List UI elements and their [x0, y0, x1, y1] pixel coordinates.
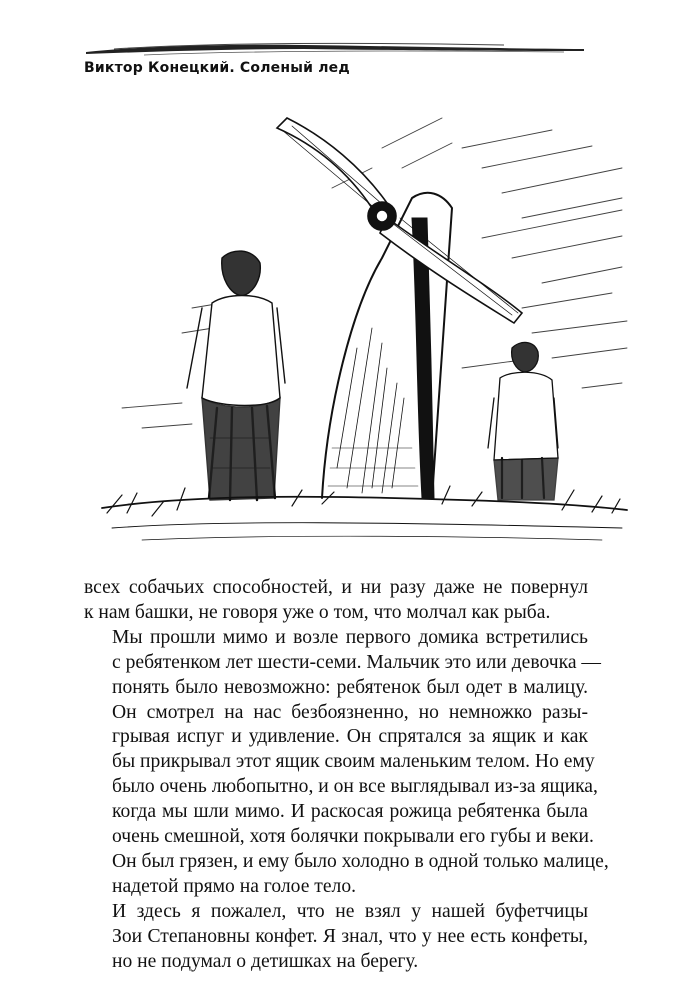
- text-line: к нам башки, не говоря уже о том, что молчал как рыба.: [84, 601, 551, 623]
- windmill-illustration: [82, 108, 642, 558]
- text-line: понять было невозможно: ребятенок был одет в малицу.: [112, 676, 588, 698]
- text-line: всех собачьих способностей, и ни разу даже не повернул: [84, 577, 588, 598]
- text-line: надетой прямо на голое тело.: [112, 875, 357, 897]
- paragraph-1: [84, 576, 588, 626]
- text-line: Зои Степановны конфет. Я знал, что у нее есть конфеты,: [112, 925, 588, 947]
- paragraph-2: [84, 626, 609, 900]
- text-line: И здесь я пожалел, что не взял у нашей буфетчицы: [112, 900, 588, 922]
- text-line: было очень любопытно, и он все выглядывал из-за ящика,: [112, 776, 598, 798]
- text-line: Он был грязен, и ему было холодно в одной только малице,: [112, 850, 609, 872]
- header-brush-rule: [84, 40, 588, 60]
- text-line: когда мы шли мимо. И раскосая рожица ребятенка была: [112, 801, 588, 823]
- text-line: Он смотрел на нас безбоязненно, но немножко разы-: [112, 701, 588, 723]
- right-figure: [488, 342, 558, 500]
- left-figure: [187, 251, 285, 500]
- text-line: с ребятенком лет шести-семи. Мальчик это или девочка —: [112, 651, 602, 673]
- text-line: очень смешной, хотя болячки покрывали его губы и веки.: [112, 826, 594, 848]
- text-line: Мы прошли мимо и возле первого домика встретились: [112, 626, 588, 648]
- text-line: бы прикрывал этот ящик своим маленьким телом. Но ему: [112, 751, 595, 773]
- text-line: грывая испуг и удивление. Он спрятался за ящик и как: [112, 726, 588, 748]
- paragraph-3: [84, 900, 588, 975]
- text-line: но не подумал о детишках на берегу.: [112, 950, 419, 972]
- body-text: [84, 576, 609, 975]
- running-head: Виктор Конецкий. Соленый лед: [84, 60, 350, 76]
